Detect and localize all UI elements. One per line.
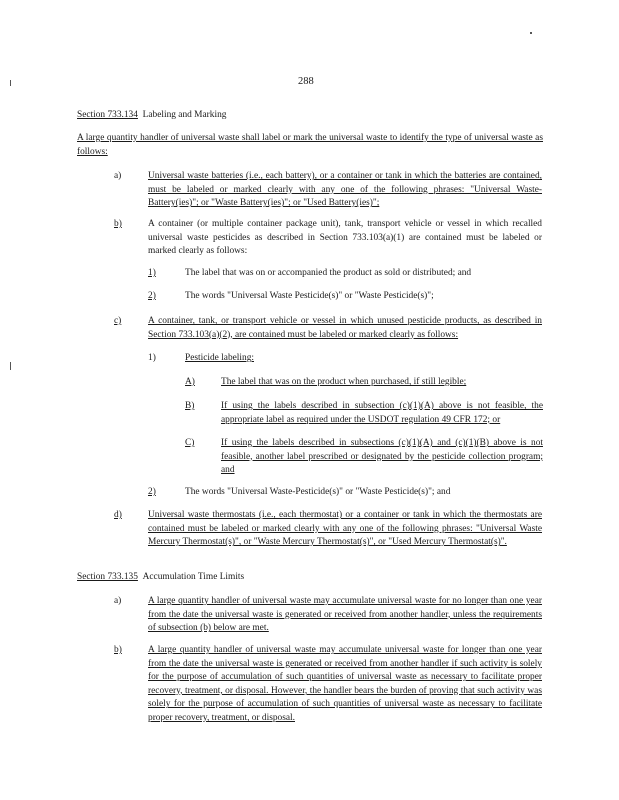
section-heading-733-135 (77, 571, 244, 585)
section-number: Section 733.134 (77, 110, 138, 120)
subsection-label: a) (114, 596, 122, 606)
subitem-label: B) (185, 401, 195, 411)
item-label: 2) (148, 487, 156, 497)
item-text: The words "Universal Waste Pesticide(s)" or "Waste Pesticide(s)"; (185, 291, 434, 301)
subitem-label: A) (185, 377, 195, 387)
item-label: 1) (148, 353, 156, 363)
section-heading-733-134 (77, 109, 226, 123)
scan-speck (10, 362, 11, 370)
subitem-text: The label that was on the product when purchased, if still legible; (221, 377, 467, 387)
section-intro: A large quantity handler of universal waste shall label or mark the universal waste to identify the type of universal waste as follows: (77, 133, 543, 157)
subitem-text: If using the labels described in subsections (c)(1)(A) and (c)(1)(B) above is not feasible, another label prescribed or designated by the pesticide collection program; and (221, 438, 543, 476)
section-title: Accumulation Time Limits (142, 572, 245, 582)
item-text: The words "Universal Waste-Pesticide(s)" or "Waste Pesticide(s)"; and (185, 487, 451, 497)
page-number: 288 (298, 76, 314, 87)
subsection-a-text: A large quantity handler of universal waste may accumulate universal waste for no longer than one year from the date the universal waste is generated or received from another handler, unless the requirements of subsection (b) below are met. (148, 596, 542, 634)
subsection-a-text: Universal waste batteries (i.e., each battery), or a container or tank in which the batteries are contained, must be labeled or marked clearly with any one of the following phrases: "Universal Waste-Battery(ies)"; or "Waste Battery(ies)"; or "Used Battery(ies)"; (148, 171, 542, 209)
section-title: Labeling and Marking (142, 110, 227, 120)
subitem-label: C) (185, 438, 195, 448)
subsection-c-text: A container, tank, or transport vehicle or vessel in which unused pesticide products, as described in Section 733.103(a)(2), are contained must be labeled or marked clearly as follows: (148, 316, 542, 340)
subsection-label: b) (114, 645, 122, 655)
scan-speck (10, 80, 11, 86)
scan-speck (530, 32, 532, 34)
subsection-d-text: Universal waste thermostats (i.e., each thermostat) or a container or tank in which the thermostats are contained must be labeled or marked clearly with any one of the following phrases: "Universal Waste Mercury Thermostat(s)", or "Waste Mercury Thermostat(s)", or "Used Mercury Thermostat(s)". (148, 510, 542, 548)
subsection-label: c) (114, 316, 122, 326)
subsection-label: d) (114, 510, 122, 520)
subsection-b-text: A large quantity handler of universal waste may accumulate universal waste for longer than one year from the date the universal waste is generated or received from another handler if such activity is solely for the purpose of accumulation of such quantities of universal waste as necessary to facilitate proper recovery, treatment, or disposal. However, the handler bears the burden of proving that such activity was solely for the purpose of accumulation of such quantities of universal waste as necessary to facilitate proper recovery, treatment, or disposal. (148, 645, 542, 723)
section-number: Section 733.135 (77, 572, 138, 582)
subsection-b-text: A container (or multiple container package unit), tank, transport vehicle or vessel in which recalled universal waste pesticides as described in Section 733.103(a)(1) are contained must be labeled or marked clearly as follows: (148, 219, 542, 257)
item-text: Pesticide labeling: (185, 353, 254, 363)
subsection-label: b) (114, 219, 122, 229)
subsection-label: a) (114, 171, 122, 181)
item-text: The label that was on or accompanied the product as sold or distributed; and (185, 268, 472, 278)
item-label: 2) (148, 291, 156, 301)
item-label: 1) (148, 268, 156, 278)
subitem-text: If using the labels described in subsection (c)(1)(A) above is not feasible, the appropriate label as required under the USDOT regulation 49 CFR 172; or (221, 401, 543, 425)
